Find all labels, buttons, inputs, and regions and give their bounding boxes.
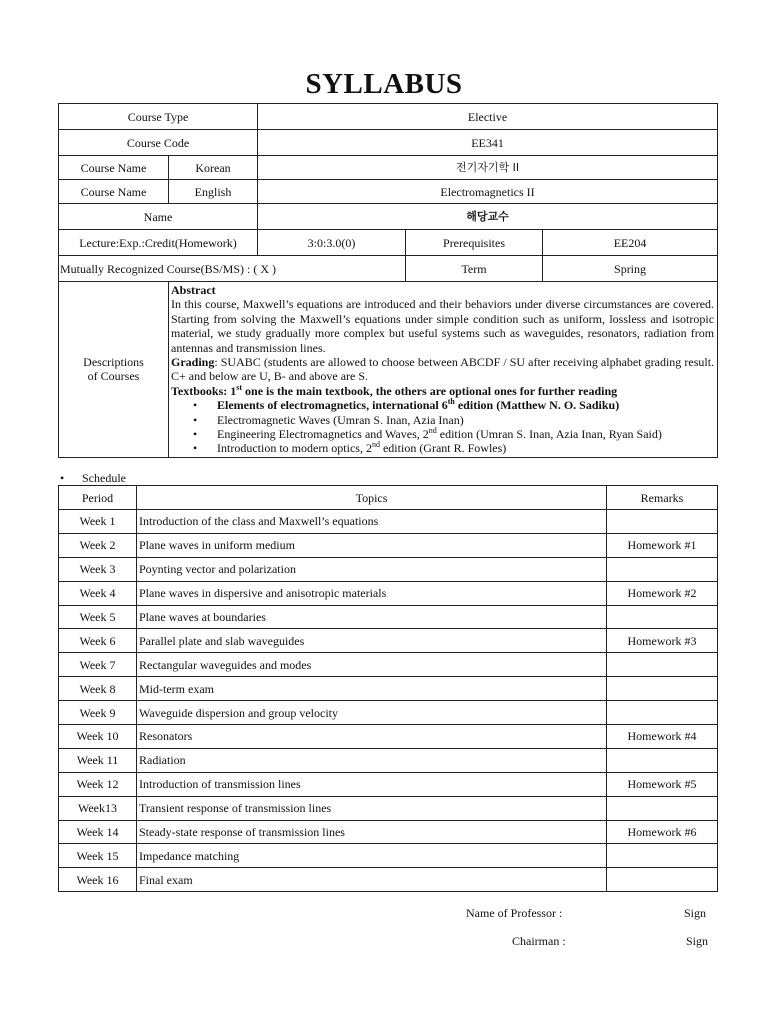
- textbooks-heading: Textbooks: 1st one is the main textbook, the others are optional ones for further reading: [171, 382, 618, 398]
- week-period: Week 14: [59, 820, 137, 844]
- schedule-row: [59, 557, 718, 581]
- week-topic: Introduction of transmission lines: [137, 772, 607, 796]
- english-course-name: Electromagnetics II: [258, 180, 718, 204]
- professor-name-label: Name of Professor :: [466, 906, 563, 920]
- week-period: Week 11: [59, 748, 137, 772]
- week-topic: Transient response of transmission lines: [137, 796, 607, 820]
- mutually-recognized-course: Mutually Recognized Course(BS/MS) : ( X ): [59, 256, 406, 282]
- schedule-row: [59, 677, 718, 701]
- schedule-table: [58, 485, 718, 892]
- week-topic: Introduction of the class and Maxwell’s equations: [137, 510, 607, 534]
- week-remark: Homework #1: [607, 533, 718, 557]
- textbook-list: [171, 398, 714, 456]
- week-remark: [607, 796, 718, 820]
- week-remark: [607, 510, 718, 534]
- schedule-row: [59, 820, 718, 844]
- schedule-row: [59, 653, 718, 677]
- course-type-value: Elective: [258, 104, 718, 130]
- grading-text: : SUABC (students are allowed to choose between ABCDF / SU after receiving alphabet grading result. C+ and below are U, B- and above are S.: [171, 355, 715, 384]
- name-label: Name: [59, 204, 258, 230]
- topics-header: Topics: [137, 486, 607, 510]
- week-period: Week 12: [59, 772, 137, 796]
- week-period: Week 4: [59, 581, 137, 605]
- week-remark: [607, 868, 718, 892]
- schedule-row: [59, 748, 718, 772]
- professor-sign: Sign: [684, 906, 707, 920]
- week-topic: Plane waves in uniform medium: [137, 533, 607, 557]
- textbook-item: • Elements of electromagnetics, international 6th edition (Matthew N. O. Sadiku): [171, 398, 714, 412]
- descriptions-label: [59, 282, 169, 458]
- schedule-row: [59, 796, 718, 820]
- week-period: Week 9: [59, 701, 137, 725]
- schedule-row: [59, 868, 718, 892]
- week-topic: Steady-state response of transmission lines: [137, 820, 607, 844]
- week-topic: Plane waves at boundaries: [137, 605, 607, 629]
- week-topic: Poynting vector and polarization: [137, 557, 607, 581]
- english-label: English: [169, 180, 258, 204]
- lecture-credit-value: 3:0:3.0(0): [258, 230, 406, 256]
- korean-label: Korean: [169, 156, 258, 180]
- term-label: Term: [406, 256, 543, 282]
- schedule-row: [59, 605, 718, 629]
- week-topic: Waveguide dispersion and group velocity: [137, 701, 607, 725]
- textbook-item: • Electromagnetic Waves (Umran S. Inan, Azia Inan): [171, 413, 714, 427]
- week-remark: [607, 557, 718, 581]
- term-value: Spring: [543, 256, 718, 282]
- week-remark: [607, 605, 718, 629]
- descriptions-label-line1: Descriptions: [83, 355, 144, 370]
- chairman-sign: Sign: [686, 934, 709, 948]
- schedule-row: [59, 701, 718, 725]
- week-topic: Final exam: [137, 868, 607, 892]
- week-period: Week 15: [59, 844, 137, 868]
- professor-name-value: 해당교수: [258, 204, 718, 230]
- week-period: Week 7: [59, 653, 137, 677]
- week-topic: Plane waves in dispersive and anisotropic materials: [137, 581, 607, 605]
- week-period: Week 6: [59, 629, 137, 653]
- grading-label: Grading: [171, 355, 215, 370]
- week-remark: Homework #4: [607, 725, 718, 749]
- week-topic: Resonators: [137, 725, 607, 749]
- week-topic: Parallel plate and slab waveguides: [137, 629, 607, 653]
- week-remark: Homework #6: [607, 820, 718, 844]
- lecture-credit-label: Lecture:Exp.:Credit(Homework): [59, 230, 258, 256]
- schedule-label: Schedule: [82, 471, 126, 485]
- korean-course-name: 전기자기학 II: [258, 156, 718, 180]
- prerequisites-label: Prerequisites: [406, 230, 543, 256]
- course-name-label-english: Course Name: [59, 180, 169, 204]
- abstract-text: In this course, Maxwell’s equations are introduced and their behaviors under diverse circumstances are covered. Starting from solving the Maxwell’s equations under simple condition such as uniform, lossless and isotropic material, we study gradually more complex but useful systems such as waveguides, resonators, radiation from antennas and transmission lines.: [171, 297, 715, 355]
- week-period: Week 3: [59, 557, 137, 581]
- schedule-row: [59, 772, 718, 796]
- course-code-label: Course Code: [59, 130, 258, 156]
- schedule-row: [59, 533, 718, 557]
- prerequisites-value: EE204: [543, 230, 718, 256]
- period-header: Period: [59, 486, 137, 510]
- week-remark: [607, 748, 718, 772]
- descriptions-label-line2: of Courses: [87, 369, 140, 384]
- week-topic: Mid-term exam: [137, 677, 607, 701]
- week-remark: Homework #2: [607, 581, 718, 605]
- week-period: Week 1: [59, 510, 137, 534]
- schedule-row: [59, 581, 718, 605]
- schedule-row: [59, 510, 718, 534]
- week-remark: Homework #3: [607, 629, 718, 653]
- week-topic: Rectangular waveguides and modes: [137, 653, 607, 677]
- schedule-heading: [60, 471, 126, 486]
- week-remark: [607, 677, 718, 701]
- schedule-row: [59, 629, 718, 653]
- week-remark: Homework #5: [607, 772, 718, 796]
- course-type-label: Course Type: [59, 104, 258, 130]
- textbook-item: • Introduction to modern optics, 2nd edition (Grant R. Fowles): [171, 441, 714, 455]
- week-topic: Radiation: [137, 748, 607, 772]
- course-description: [169, 282, 718, 458]
- week-period: Week 8: [59, 677, 137, 701]
- course-name-label-korean: Course Name: [59, 156, 169, 180]
- schedule-header-row: [59, 486, 718, 510]
- week-period: Week 5: [59, 605, 137, 629]
- schedule-row: [59, 725, 718, 749]
- page-title: SYLLABUS: [305, 68, 463, 100]
- remarks-header: Remarks: [607, 486, 718, 510]
- textbook-item: • Engineering Electromagnetics and Waves, 2nd edition (Umran S. Inan, Azia Inan, Ryan Said): [171, 427, 714, 441]
- course-info-table: [58, 103, 718, 458]
- schedule-row: [59, 844, 718, 868]
- week-period: Week 2: [59, 533, 137, 557]
- course-code-value: EE341: [258, 130, 718, 156]
- week-period: Week 16: [59, 868, 137, 892]
- chairman-label: Chairman :: [512, 934, 566, 948]
- week-period: Week13: [59, 796, 137, 820]
- week-remark: [607, 844, 718, 868]
- week-remark: [607, 653, 718, 677]
- abstract-heading: Abstract: [171, 283, 216, 297]
- grading-paragraph: [171, 355, 714, 384]
- bullet-icon: •: [60, 471, 65, 485]
- week-period: Week 10: [59, 725, 137, 749]
- week-remark: [607, 701, 718, 725]
- week-topic: Impedance matching: [137, 844, 607, 868]
